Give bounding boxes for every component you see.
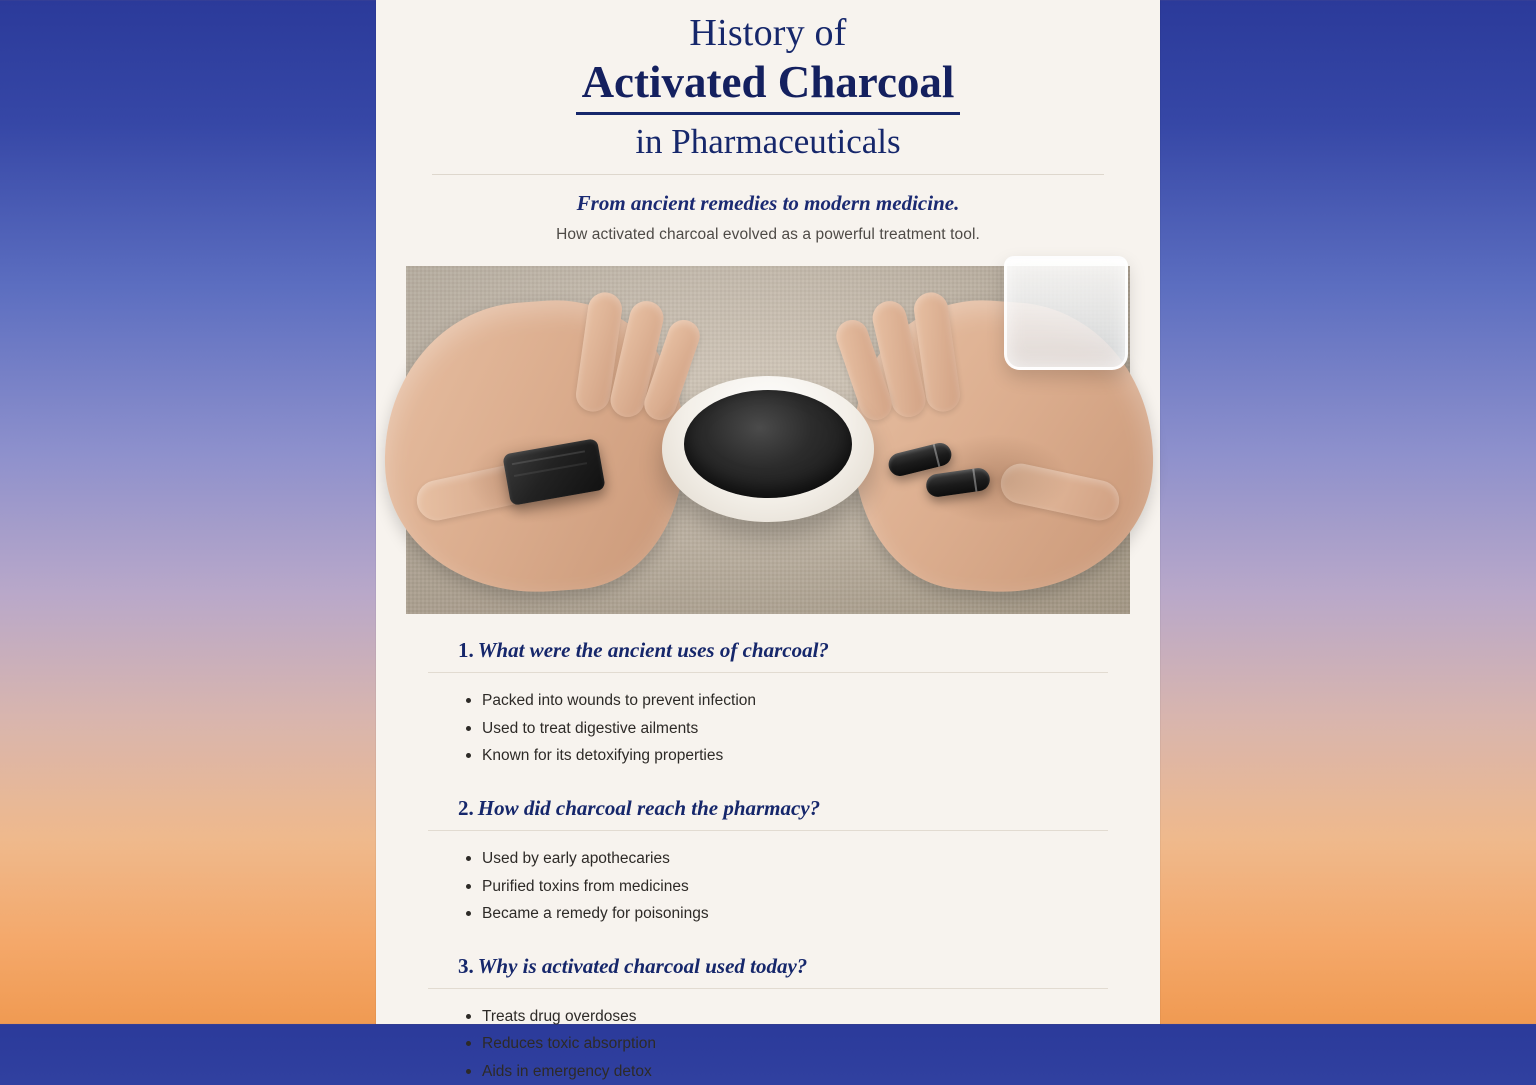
- qa-number-3: 3.: [458, 953, 474, 978]
- qa-heading-1: [428, 638, 1108, 673]
- page-title: Activated Charcoal: [576, 56, 961, 115]
- qa-question-3: Why is activated charcoal used today?: [477, 953, 808, 978]
- title-line-3-wrap: [432, 119, 1104, 176]
- document-content: [376, 0, 1160, 1085]
- qa-number-1: 1.: [458, 638, 474, 663]
- description: How activated charcoal evolved as a powerful treatment tool.: [556, 226, 980, 244]
- qa-heading-2: [428, 796, 1108, 831]
- title-block: [406, 0, 1130, 244]
- qa-section-1: [406, 638, 1130, 770]
- list-item: Aids in emergency detox: [464, 1058, 1108, 1085]
- list-item: Used by early apothecaries: [464, 845, 1108, 873]
- qa-section-2: [406, 796, 1130, 928]
- list-item: Treats drug overdoses: [464, 1003, 1108, 1031]
- list-item: Packed into wounds to prevent infection: [464, 687, 1108, 715]
- qa-items-2: [464, 845, 1108, 928]
- subtitle: From ancient remedies to modern medicine.: [576, 191, 960, 216]
- list-item: Used to treat digestive ailments: [464, 715, 1108, 743]
- title-line-3: in Pharmaceuticals: [635, 121, 901, 161]
- qa-question-1: What were the ancient uses of charcoal?: [477, 638, 829, 663]
- qa-list: [406, 638, 1130, 1085]
- water-glass: [1004, 256, 1128, 370]
- list-item: Became a remedy for poisonings: [464, 900, 1108, 928]
- document-page: [376, 0, 1160, 1080]
- charcoal-powder: [684, 390, 852, 498]
- list-item: Purified toxins from medicines: [464, 873, 1108, 901]
- hero-image: [406, 266, 1130, 614]
- title-line-1: History of: [689, 12, 847, 54]
- qa-heading-3: [428, 954, 1108, 989]
- qa-question-2: How did charcoal reach the pharmacy?: [477, 796, 821, 821]
- charcoal-bowl: [662, 376, 874, 522]
- qa-number-2: 2.: [458, 796, 474, 821]
- title-line-2-wrap: [406, 56, 1130, 115]
- qa-items-1: [464, 687, 1108, 770]
- list-item: Reduces toxic absorption: [464, 1030, 1108, 1058]
- qa-items-3: [464, 1003, 1108, 1085]
- list-item: Known for its detoxifying properties: [464, 742, 1108, 770]
- qa-section-3: [406, 954, 1130, 1085]
